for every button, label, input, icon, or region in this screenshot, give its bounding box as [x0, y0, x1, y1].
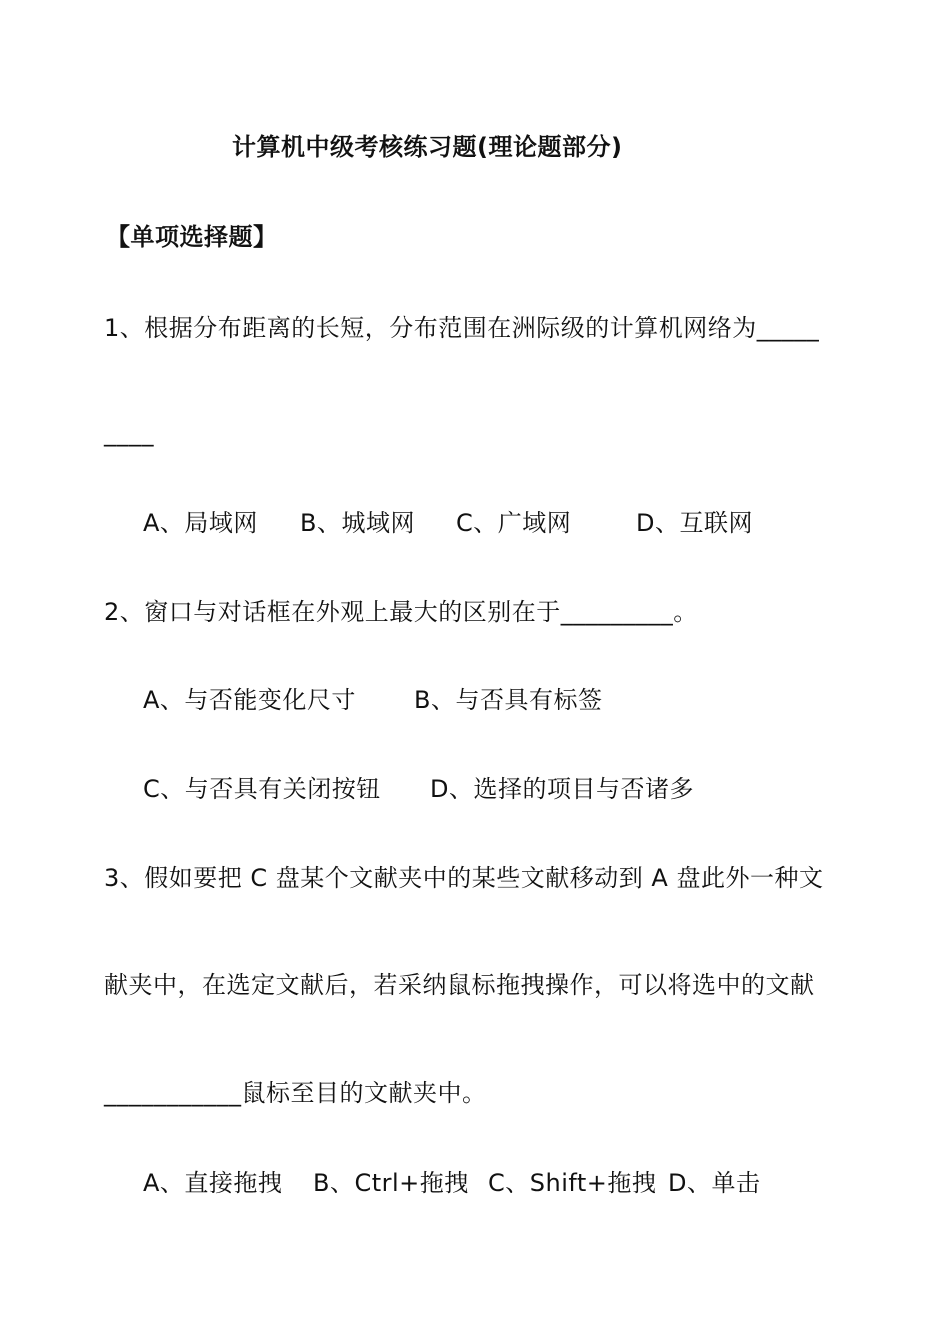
section-heading: 【单项选择题】 — [106, 223, 278, 251]
question-3-text-line-2: 献夹中，在选定文献后，若采纳鼠标拖拽操作，可以将选中的文献 — [104, 971, 815, 999]
question-2-option-d: D、选择的项目与否诸多 — [430, 775, 694, 803]
question-1-option-c: C、广域网 — [456, 509, 572, 537]
question-1-blank-continued: ____ — [104, 419, 154, 447]
question-1-option-b: B、城域网 — [300, 509, 415, 537]
document-title: 计算机中级考核练习题(理论题部分) — [232, 133, 623, 161]
question-3-option-c: C、Shift+拖拽 — [488, 1169, 657, 1197]
question-3-text-line-1: 3、假如要把 C 盘某个文献夹中的某些文献移动到 A 盘此外一种文 — [104, 864, 824, 892]
question-2-option-a: A、与否能变化尺寸 — [143, 686, 356, 714]
question-1-option-a: A、局域网 — [143, 509, 258, 537]
question-2-option-b: B、与否具有标签 — [414, 686, 603, 714]
question-3-option-a: A、直接拖拽 — [143, 1169, 283, 1197]
question-3-text-line-3: ___________鼠标至目的文献夹中。 — [104, 1079, 487, 1107]
question-1-option-d: D、互联网 — [636, 509, 753, 537]
question-3-option-d: D、单击 — [668, 1169, 761, 1197]
question-2-option-c: C、与否具有关闭按钮 — [143, 775, 381, 803]
question-2-text: 2、窗口与对话框在外观上最大的区别在于_________。 — [104, 598, 698, 626]
question-1-text: 1、根据分布距离的长短，分布范围在洲际级的计算机网络为_____ — [104, 314, 820, 342]
question-3-option-b: B、Ctrl+拖拽 — [313, 1169, 469, 1197]
